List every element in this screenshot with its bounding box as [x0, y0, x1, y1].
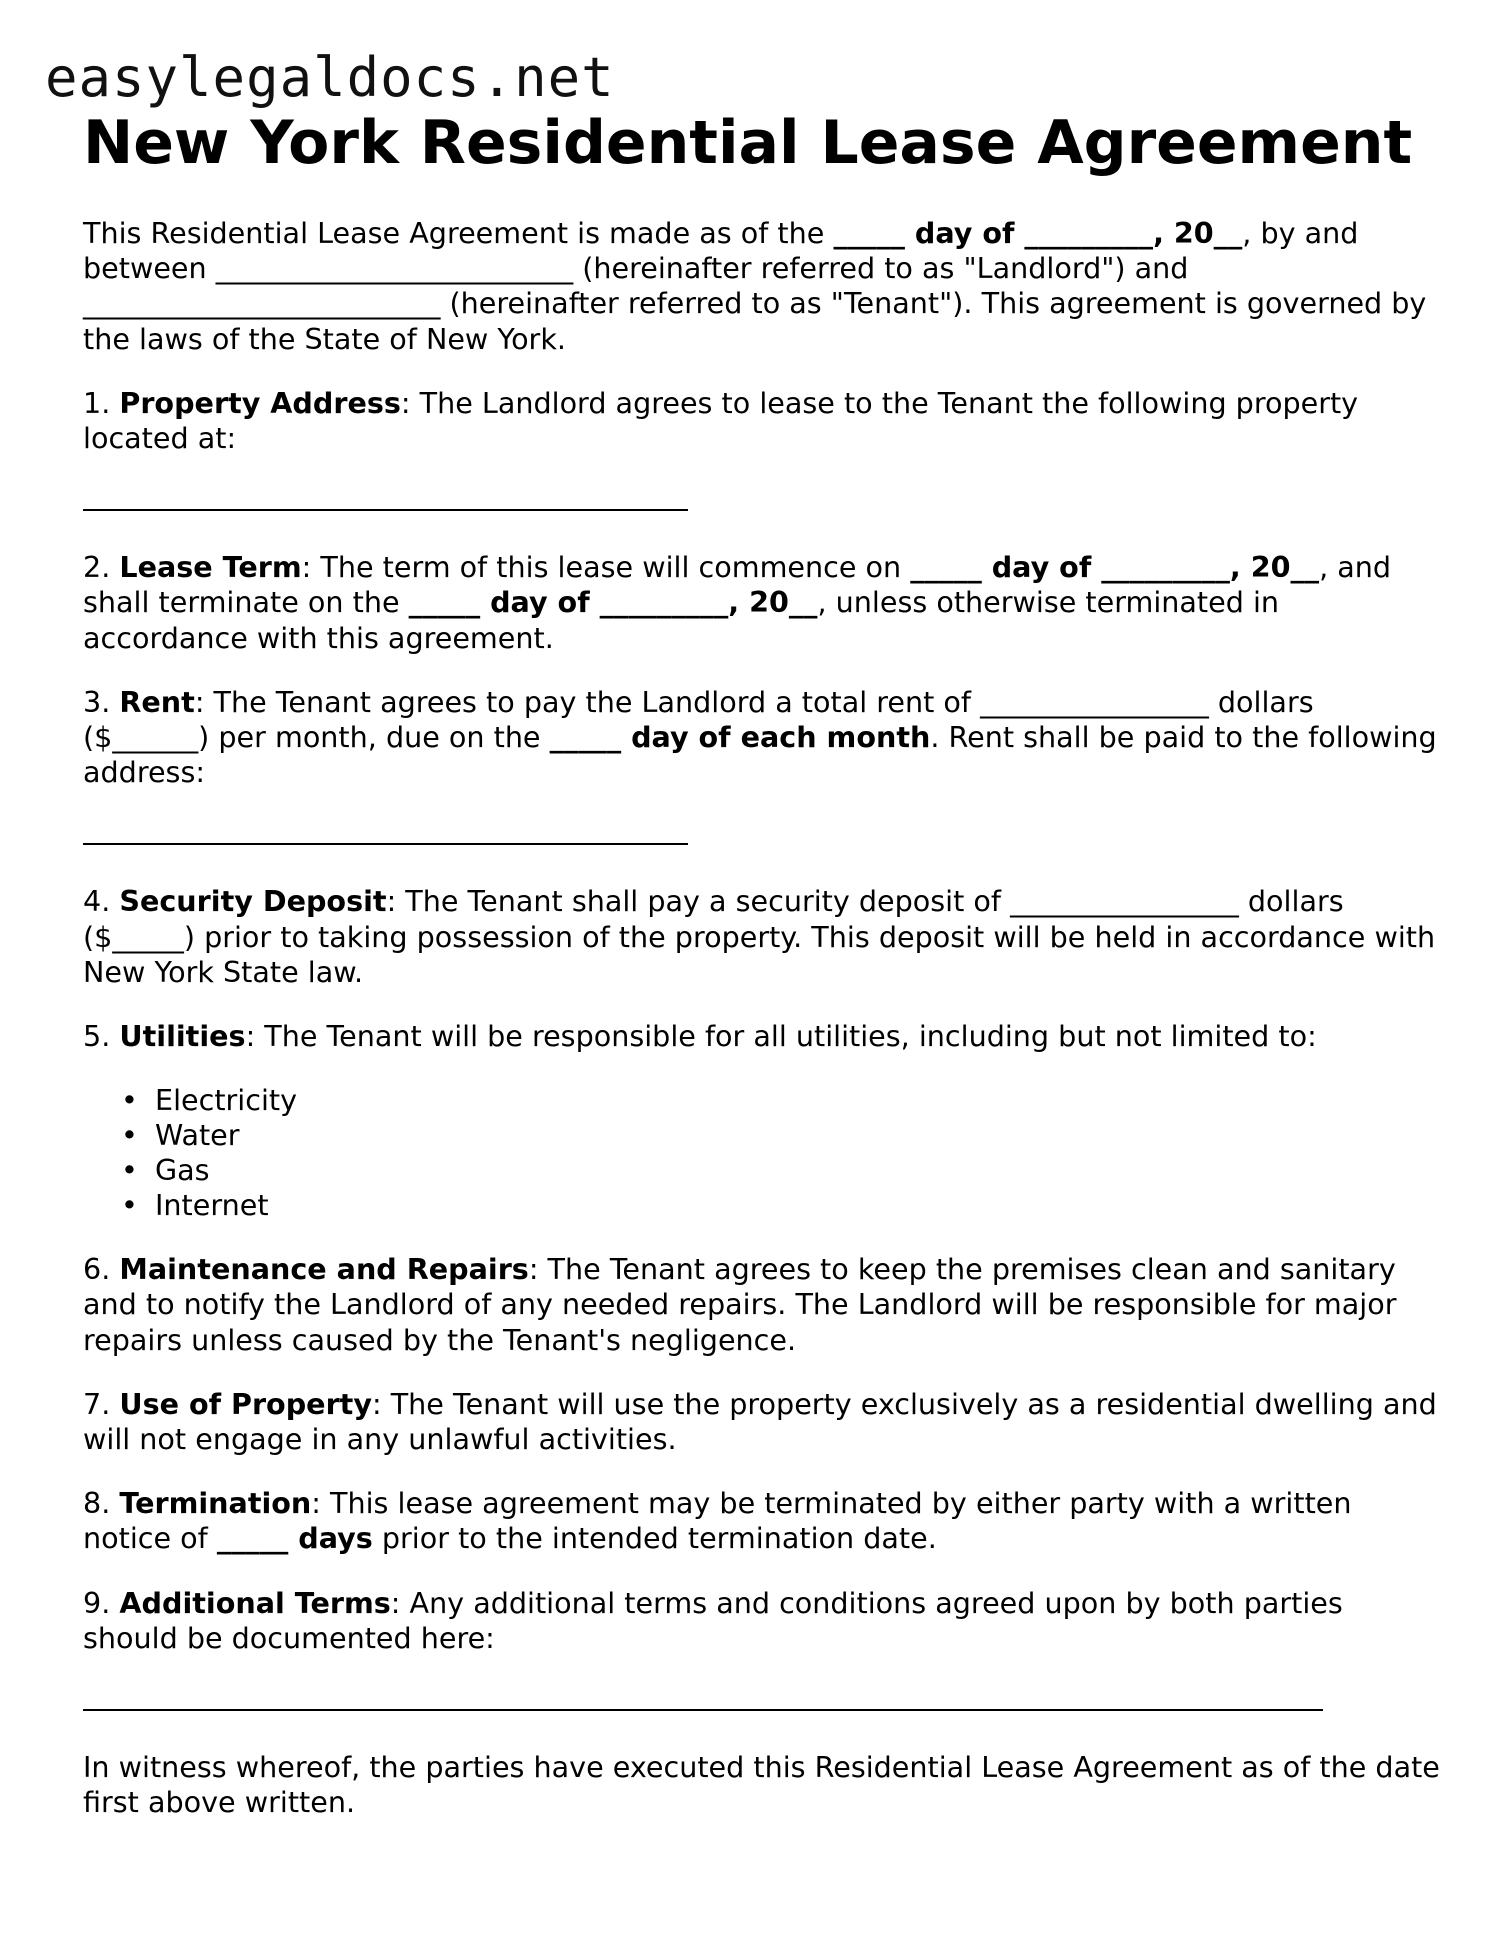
- section-maintenance-repairs: 6. Maintenance and Repairs: The Tenant agrees to keep the premises clean and sanitary and to notify the Landlord of any needed repairs. The Landlord will be responsible for major repairs unless caused by the Tenant's negligence.: [83, 1252, 1397, 1357]
- section-heading: Lease Term: [119, 550, 302, 585]
- section-heading: Security Deposit: [119, 884, 387, 919]
- section-use-of-property: 7. Use of Property: The Tenant will use the property exclusively as a residential dwelling and will not engage in any unlawful activities.: [83, 1386, 1437, 1457]
- section-property-address: 1. Property Address: The Landlord agrees to lease to the Tenant the following property located at:: [83, 385, 1359, 456]
- utilities-list: [83, 1083, 1443, 1223]
- section-heading: Maintenance and Repairs: [119, 1252, 529, 1287]
- section-utilities: 5. Utilities: The Tenant will be responsible for all utilities, including but not limited to:: [83, 1019, 1317, 1054]
- section-heading: Property Address: [119, 385, 401, 420]
- section-heading: Termination: [119, 1486, 312, 1521]
- list-item: • Gas: [121, 1153, 210, 1188]
- section-heading: Utilities: [119, 1019, 246, 1054]
- section-heading: Rent: [119, 684, 195, 719]
- section-security-deposit: 4. Security Deposit: The Tenant shall pay a security deposit of ________________ dollars ($_____) prior to taking possession of the property. This deposit will be held in accordance with New York State law.: [83, 884, 1436, 989]
- closing-paragraph: In witness whereof, the parties have executed this Residential Lease Agreement as of the date first above written.: [83, 1750, 1440, 1820]
- section-additional-terms: 9. Additional Terms: Any additional terms and conditions agreed upon by both parties should be documented here:: [83, 1585, 1343, 1655]
- intro-paragraph: This Residential Lease Agreement is made as of the _____ day of _________, 20__, by and between _________________________ (hereinafter referred to as "Landlord") and _________________________ (hereinafter referred to as "Tenant"). This agreement is governed by the laws of the State of New York.: [83, 216, 1427, 356]
- bullet-icon: •: [121, 1118, 138, 1153]
- bullet-icon: •: [121, 1083, 138, 1118]
- property-address-blank[interactable]: [83, 485, 1443, 521]
- section-termination: 8. Termination: This lease agreement may be terminated by either party with a written notice of _____ days prior to the intended termination date.: [83, 1486, 1352, 1556]
- rent-address-blank[interactable]: [83, 819, 1443, 855]
- bullet-icon: •: [121, 1153, 138, 1188]
- bullet-icon: •: [121, 1188, 138, 1223]
- section-rent: 3. Rent: The Tenant agrees to pay the Landlord a total rent of ________________ dollars ($______) per month, due on the _____ day of each month. Rent shall be paid to the following address:: [83, 684, 1437, 790]
- section-heading: Use of Property: [119, 1386, 372, 1421]
- document-title: New York Residential Lease Agreement: [83, 108, 1413, 178]
- list-item: • Electricity: [121, 1083, 298, 1118]
- additional-terms-blank[interactable]: [83, 1685, 1443, 1721]
- section-heading: Additional Terms: [119, 1585, 391, 1620]
- section-lease-term: 2. Lease Term: The term of this lease will commence on _____ day of _________, 20__, and shall terminate on the _____ day of _________, 20__, unless otherwise terminated in accordance with this agreement.: [83, 550, 1392, 655]
- list-item: • Water: [121, 1118, 240, 1153]
- site-watermark: easylegaldocs.net: [45, 46, 615, 109]
- list-item: • Internet: [121, 1188, 269, 1223]
- document-body: [83, 216, 1443, 1849]
